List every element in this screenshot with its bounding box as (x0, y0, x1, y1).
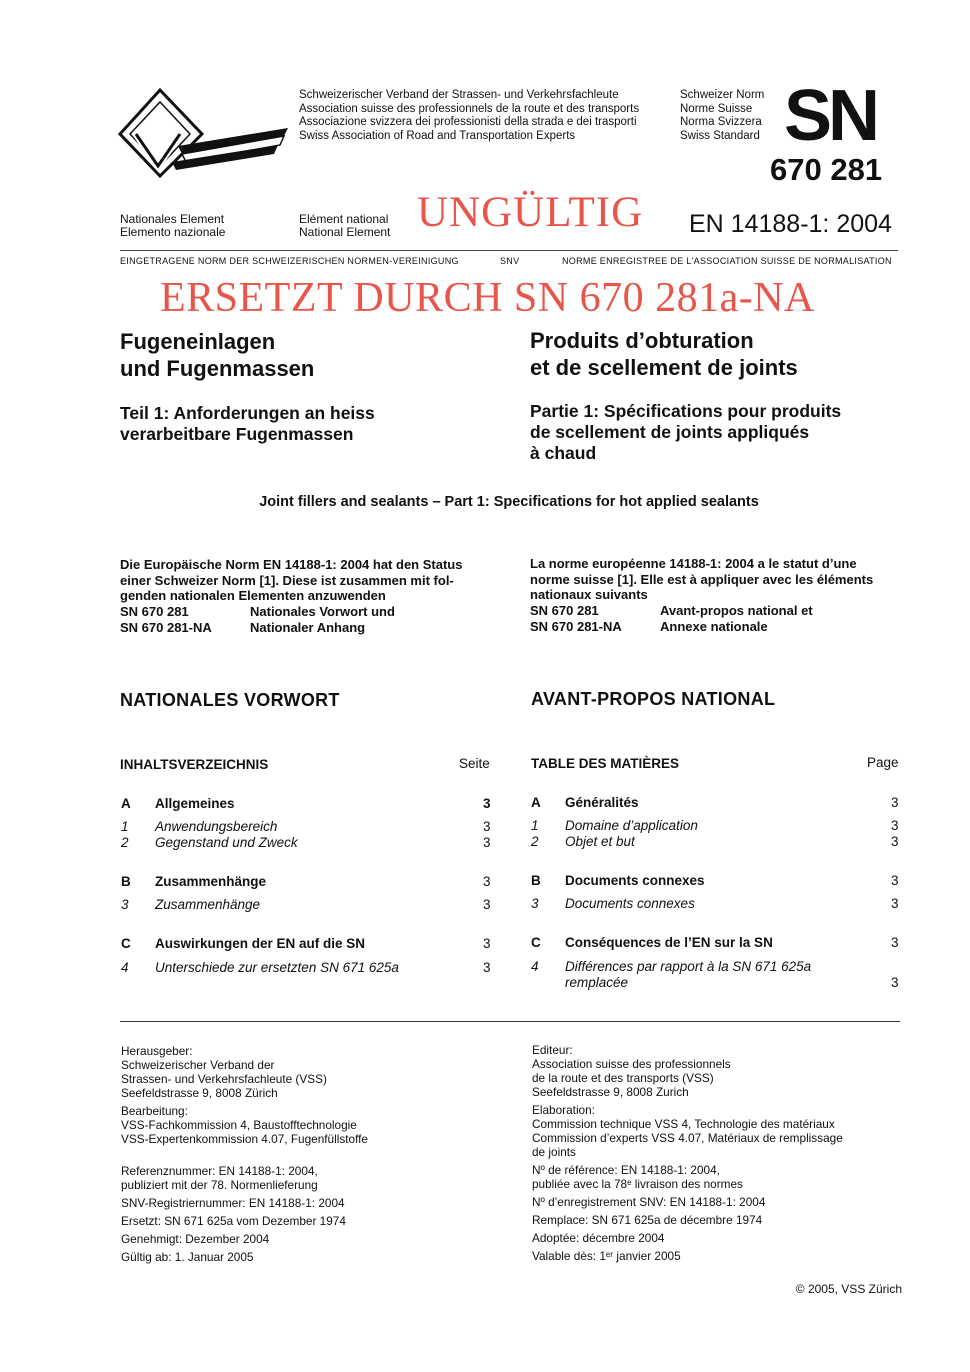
footer-line: Valable dès: 1ᵉʳ janvier 2005 (532, 1249, 681, 1263)
title-fr-line: Produits d’obturation (530, 328, 754, 353)
footer-line: Nº d’enregistrement SNV: EN 14188-1: 2004 (532, 1195, 766, 1209)
footer-line: Strassen- und Verkehrsfachleute (VSS) (121, 1072, 327, 1086)
footer-line: Referenznummer: EN 14188-1: 2004, (121, 1164, 318, 1178)
register-text-left: EINGETRAGENE NORM DER SCHWEIZERISCHEN NORMEN-VEREINIGUNG (120, 256, 459, 266)
foreword-heading-fr: AVANT-PROPOS NATIONAL (531, 689, 776, 709)
sn-logo: SN (784, 76, 877, 156)
footer-line: Schweizerischer Verband der (121, 1058, 275, 1072)
footer-line: Bearbeitung: (121, 1104, 188, 1118)
norm-type-de: Schweizer Norm (680, 89, 765, 101)
footer-line: Editeur: (532, 1043, 573, 1057)
subtitle-de-line: verarbeitbare Fugenmassen (120, 424, 354, 444)
association-name-fr: Association suisse des professionnels de la route et des transports (299, 102, 640, 115)
footer-line: Nº de référence: EN 14188-1: 2004, (532, 1163, 720, 1177)
toc-de: A Allgemeines 3 1 Anwendungsbereich 3 2 Gegenstand und Zweck 3 B Zusammenhänge 3 3 Zusammenhänge 3 C Auswirkungen der EN auf die SN 3 4 Unterschiede zur ersetzten SN 671 625a 3 (121, 796, 491, 975)
toc-heading-de: INHALTSVERZEICHNIS (120, 757, 269, 772)
footer-line: Seefeldstrasse 9, 8008 Zurich (532, 1085, 689, 1099)
footer-line: Genehmigt: Dezember 2004 (121, 1232, 270, 1246)
footer-fr (532, 1043, 922, 1263)
norm-type-fr: Norme Suisse (680, 102, 753, 115)
footer-divider (120, 1021, 900, 1022)
footer-line: de la route et des transports (VSS) (532, 1071, 714, 1085)
toc-row[interactable]: 4 Différences par rapport à la SN 671 625a remplacée 3 (531, 959, 899, 990)
footer-line: Herausgeber: (121, 1044, 193, 1058)
register-text-right: NORME ENREGISTREE DE L'ASSOCIATION SUISSE DE NORMALISATION (562, 256, 892, 266)
subtitle-de-line: Teil 1: Anforderungen an heiss (120, 403, 375, 423)
title-en: Joint fillers and sealants – Part 1: Specifications for hot applied sealants (259, 494, 759, 510)
foreword-heading-de: NATIONALES VORWORT (120, 690, 340, 710)
norm-type-en: Swiss Standard (680, 129, 760, 142)
subtitle-fr-line: à chaud (530, 443, 597, 463)
footer-line: VSS-Fachkommission 4, Baustofftechnologie (121, 1118, 357, 1132)
intro-fr-ref: SN 670 281 Avant-propos national et (530, 602, 813, 618)
element-label-de: Nationales Element (120, 212, 225, 226)
toc-page-label-de: Seite (459, 756, 490, 771)
norm-type-it: Norma Svizzera (680, 116, 762, 128)
toc-fr: A Généralités 3 1 Domaine d’application 3 2 Objet et but 3 B Documents connexes 3 3 Documents connexes 3 C Conséquences de l’EN sur la SN 3 4 Différences par rapport à la SN 671 625a remplacée 3 (531, 0, 911, 1000)
en-number: EN 14188-1: 2004 (689, 210, 892, 238)
subtitle-fr-line: Partie 1: Spécifications pour produits (530, 401, 842, 421)
footer-line: Remplace: SN 671 625a de décembre 1974 (532, 1213, 763, 1227)
footer-line: publiziert mit der 78. Normenlieferung (121, 1178, 318, 1192)
footer-line: SNV-Registriernummer: EN 14188-1: 2004 (121, 1196, 345, 1210)
intro-de-line: genden nationalen Elementen anzuwenden (120, 588, 386, 603)
title-de-line: und Fugenmassen (120, 356, 315, 381)
copyright: © 2005, VSS Zürich (795, 1282, 902, 1296)
intro-fr-line: La norme européenne 14188-1: 2004 a le statut d’une (530, 556, 857, 571)
register-text-mid: SNV (500, 256, 520, 266)
footer-line: Gültig ab: 1. Januar 2005 (121, 1250, 254, 1264)
intro-fr-line: norme suisse [1]. Elle est à appliquer avec les éléments (530, 571, 874, 587)
title-fr-line: et de scellement de joints (530, 355, 798, 380)
intro-de-line: Die Europäische Norm EN 14188-1: 2004 hat den Status (120, 557, 463, 572)
intro-de-line: einer Schweizer Norm [1]. Diese ist zusammen mit fol- (120, 572, 454, 588)
footer-line: Elaboration: (532, 1103, 595, 1117)
footer-line: de joints (532, 1145, 576, 1159)
sn-number: 670 281 (770, 152, 883, 187)
association-name-it: Associazione svizzera dei professionisti della strada e dei trasporti (299, 116, 637, 128)
toc-heading-fr: TABLE DES MATIÈRES (531, 756, 680, 771)
title-de-line: Fugeneinlagen (120, 329, 276, 354)
toc-page-label-fr: Page (867, 755, 899, 770)
footer-line: Association suisse des professionnels (532, 1057, 731, 1071)
association-name-de: Schweizerischer Verband der Strassen- und Verkehrsfachleute (299, 89, 619, 101)
invalid-stamp: UNGÜLTIG (417, 189, 644, 236)
element-label-en: National Element (299, 225, 391, 239)
intro-fr-ref: SN 670 281-NA Annexe nationale (530, 618, 768, 634)
element-label-fr: Elément national (299, 212, 389, 226)
footer-line: Seefeldstrasse 9, 8008 Zürich (121, 1086, 278, 1100)
footer-line: VSS-Expertenkommission 4.07, Fugenfüllstoffe (121, 1132, 368, 1146)
association-name-en: Swiss Association of Road and Transportation Experts (299, 129, 576, 142)
footer-de (121, 1044, 511, 1264)
subtitle-fr-line: de scellement de joints appliqués (530, 422, 810, 442)
footer-line: publiée avec la 78ᵉ livraison des normes (532, 1177, 743, 1191)
element-label-it: Elemento nazionale (120, 225, 226, 239)
intro-de-ref: SN 670 281 Nationales Vorwort und (120, 603, 395, 619)
intro-fr-line: nationaux suivants (530, 587, 648, 602)
intro-de-ref: SN 670 281-NA Nationaler Anhang (120, 619, 366, 635)
footer-line: Commission technique VSS 4, Technologie des matériaux (532, 1117, 835, 1131)
replaced-stamp: ERSETZT DURCH SN 670 281a-NA (160, 275, 815, 321)
footer-line: Commission d’experts VSS 4.07, Matériaux de remplissage (532, 1131, 843, 1145)
footer-line: Adoptée: décembre 2004 (532, 1231, 665, 1245)
footer-line: Ersetzt: SN 671 625a vom Dezember 1974 (121, 1214, 346, 1228)
